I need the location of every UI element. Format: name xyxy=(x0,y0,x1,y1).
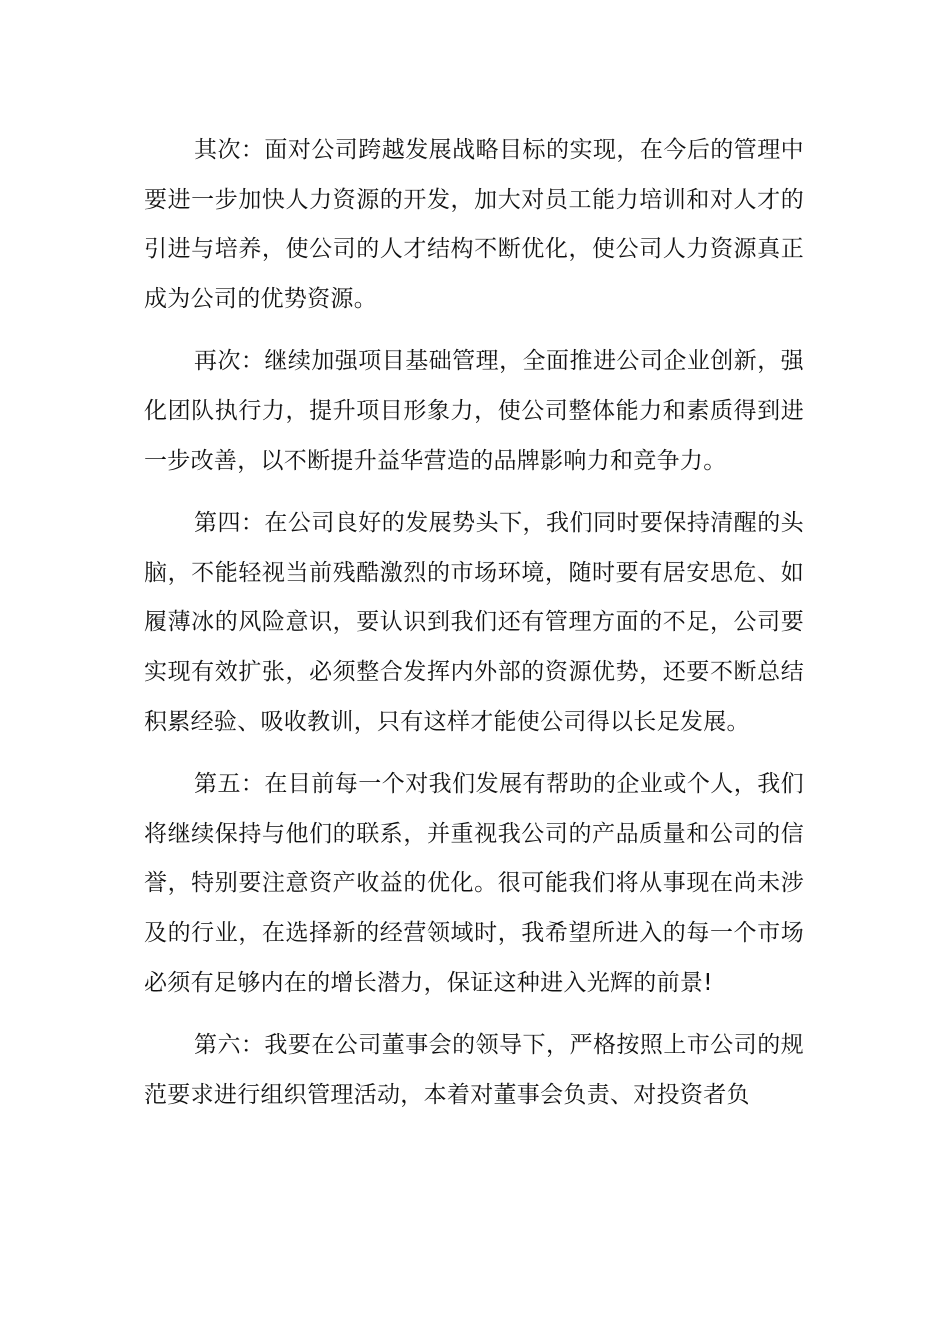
document-body xyxy=(144,126,804,1120)
paragraph-fourth: 第四：在公司良好的发展势头下，我们同时要保持清醒的头脑，不能轻视当前残酷激烈的市场环境，随时要有居安思危、如履薄冰的风险意识，要认识到我们还有管理方面的不足，公司要实现有效扩张，必须整合发挥内外部的资源优势，还要不断总结积累经验、吸收教训，只有这样才能使公司得以长足发展。 xyxy=(144,510,804,735)
paragraph-second: 其次：面对公司跨越发展战略目标的实现，在今后的管理中要进一步加快人力资源的开发，加大对员工能力培训和对人才的引进与培养，使公司的人才结构不断优化，使公司人力资源真正成为公司的优势资源。 xyxy=(144,137,804,312)
paragraph-third: 再次：继续加强项目基础管理，全面推进公司企业创新，强化团队执行力，提升项目形象力，使公司整体能力和素质得到进一步改善，以不断提升益华营造的品牌影响力和竞争力。 xyxy=(144,348,804,474)
paragraph-sixth: 第六：我要在公司董事会的领导下，严格按照上市公司的规范要求进行组织管理活动，本着对董事会负责、对投资者负 xyxy=(144,1032,804,1108)
paragraph-fifth: 第五：在目前每一个对我们发展有帮助的企业或个人，我们将继续保持与他们的联系，并重视我公司的产品质量和公司的信誉，特别要注意资产收益的优化。很可能我们将从事现在尚未涉及的行业，在选择新的经营领域时，我希望所进入的每一个市场必须有足够内在的增长潜力，保证这种进入光辉的前景! xyxy=(144,771,804,996)
